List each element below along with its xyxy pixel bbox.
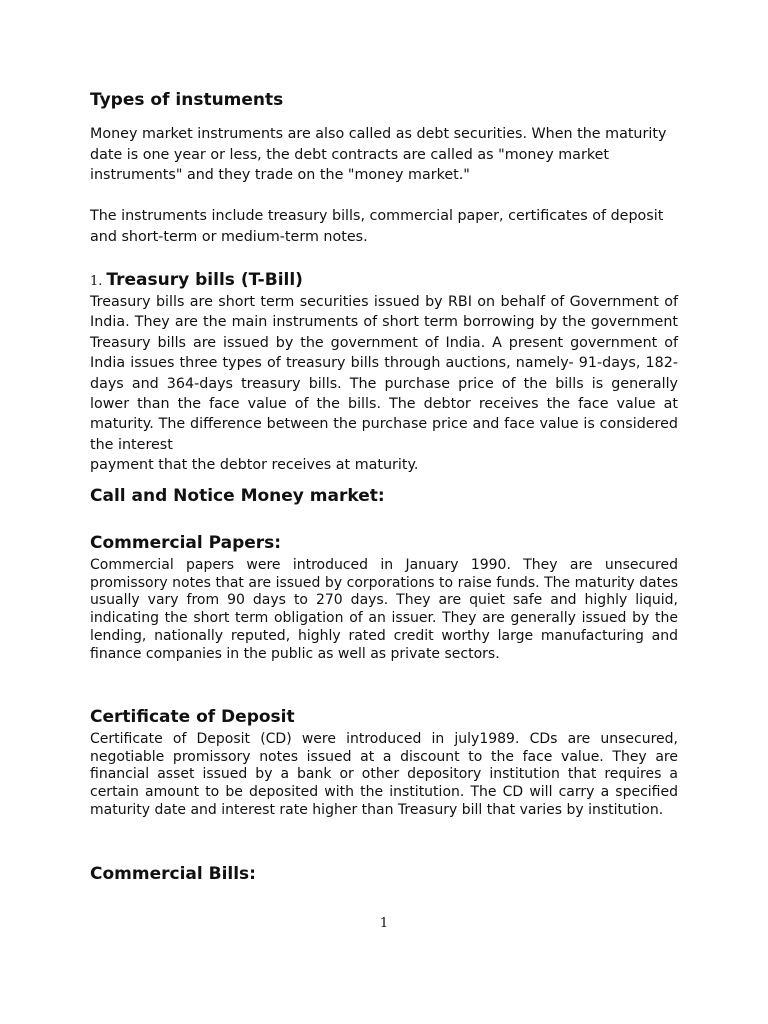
heading-commercial-bills: Commercial Bills: xyxy=(90,864,256,884)
heading-treasury-bills-text: Treasury bills (T-Bill) xyxy=(106,270,303,290)
treasury-bills-block xyxy=(90,292,678,476)
page-number: 1 xyxy=(379,916,389,931)
commercial-papers-paragraph: Commercial papers were introduced in January 1990. They are unsecured promissory notes that are issued by corporations to raise funds. The maturity dates usually vary from 90 days to 270 days. They are quiet safe and highly liquid, indicating the short term obligation of an issuer. They are generally issued by the lending, nationally reputed, highly rated credit worthy large manufacturing and finance companies in the public as well as private sectors. xyxy=(90,557,678,662)
certificate-of-deposit-paragraph: Certificate of Deposit (CD) were introduced in july1989. CDs are unsecured, negotiable promissory notes issued at a discount to the face value. They are financial asset issued by a bank or other depository institution that requires a certain amount to be deposited with the institution. The CD will carry a specified maturity date and interest rate higher than Treasury bill that varies by institution. xyxy=(90,731,678,818)
heading-certificate-of-deposit: Certificate of Deposit xyxy=(90,707,295,727)
heading-commercial-papers: Commercial Papers: xyxy=(90,533,282,553)
treasury-bills-paragraph: Treasury bills are short term securities issued by RBI on behalf of Government of India. They are the main instruments of short term borrowing by the government Treasury bills are issued by the government of India. A present government of India issues three types of treasury bills through auctions, namely- 91-days, 182-days and 364-days treasury bills. The purchase price of the bills is generally lower than the face value of the bills. The debtor receives the face value at maturity. The difference between the purchase price and face value is considered the interest xyxy=(90,294,678,453)
heading-treasury-bills xyxy=(90,269,678,293)
list-number: 1. xyxy=(90,274,103,289)
heading-types-of-instruments: Types of instuments xyxy=(90,90,284,110)
treasury-bills-paragraph-last-line: payment that the debtor receives at maturity. xyxy=(90,457,419,474)
heading-call-notice-money-market: Call and Notice Money market: xyxy=(90,486,385,506)
intro-paragraph-1: Money market instruments are also called as debt securities. When the maturity date is one year or less, the debt contracts are called as "money market instruments" and they trade on the "money market." xyxy=(90,126,667,183)
intro-paragraph-2: The instruments include treasury bills, commercial paper, certificates of deposit and short-term or medium-term notes. xyxy=(90,208,664,245)
